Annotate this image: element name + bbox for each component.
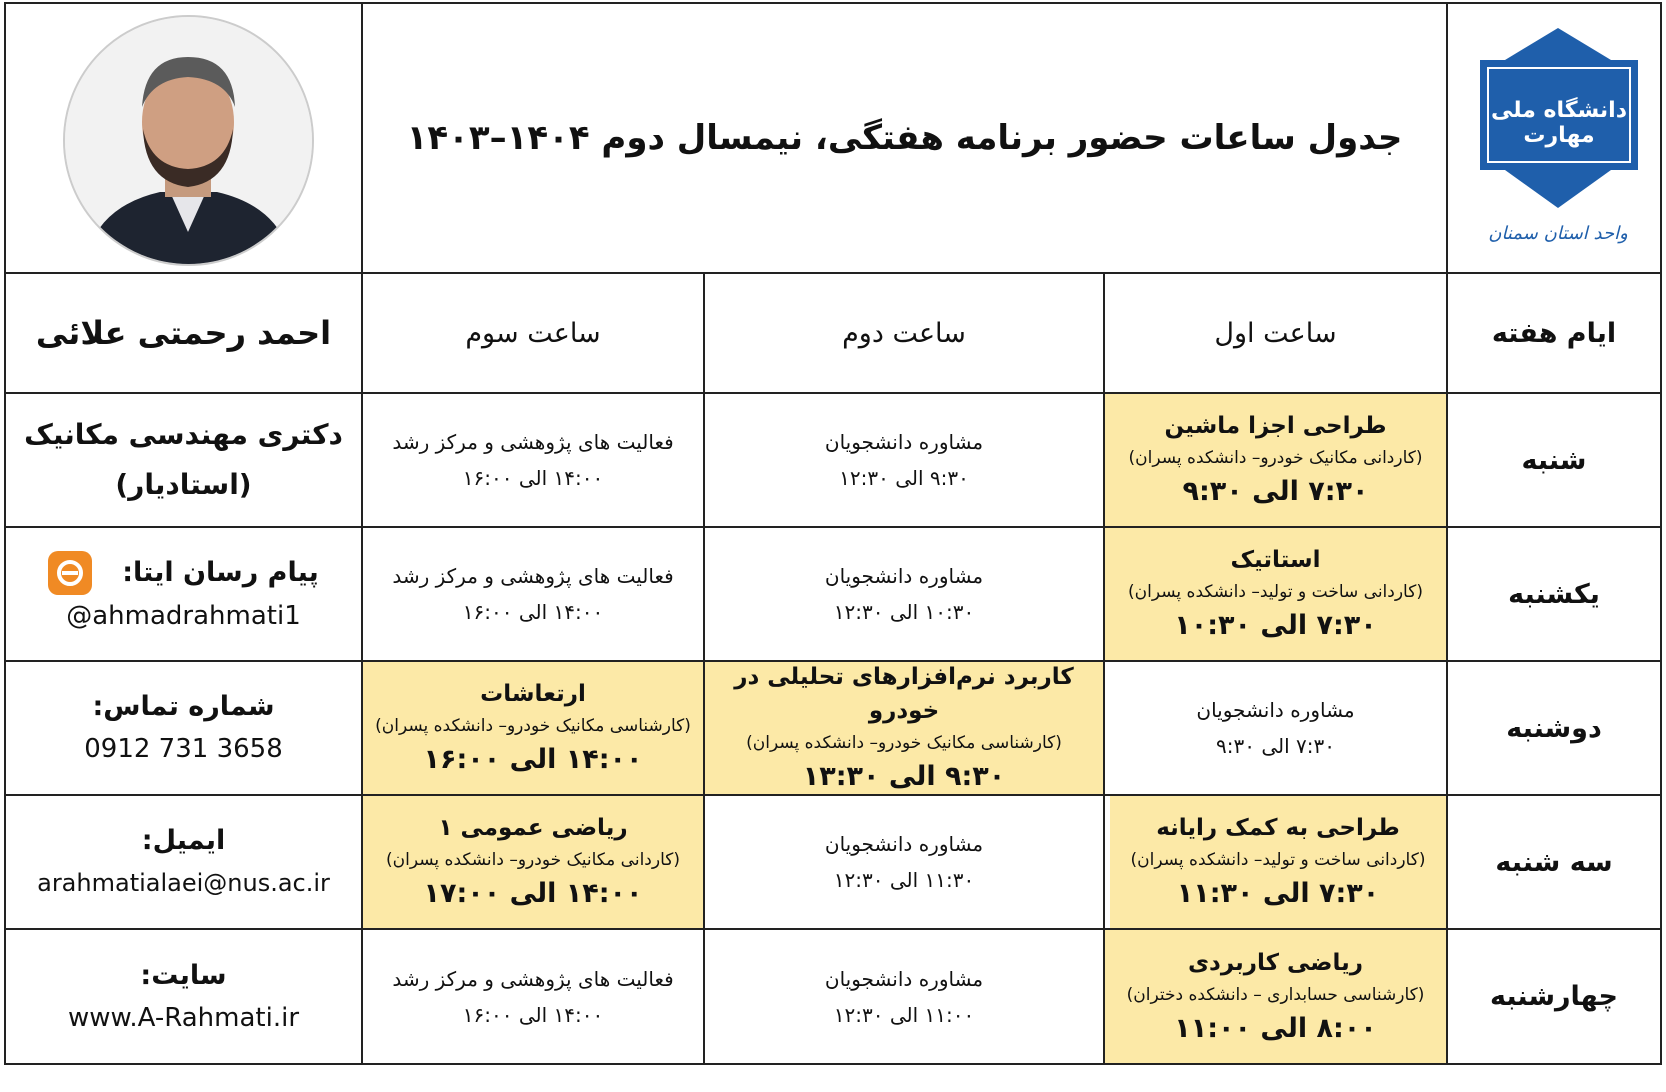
profile-name: احمد رحمتی علائی [35, 314, 332, 352]
degree-line: دکتری مهندسی مکانیک [24, 418, 343, 451]
course-title: ریاضی عمومی ۱ [438, 815, 628, 841]
col-header-days-label: ایام هفته [1491, 317, 1617, 349]
day-cell [1448, 662, 1660, 794]
slot-time: ۱۱:۳۰ الی ۱۲:۳۰ [833, 868, 975, 892]
slot-time: ۱۰:۳۰ الی ۱۲:۳۰ [833, 600, 975, 624]
col-header-second [705, 274, 1103, 392]
email-address[interactable]: arahmatialaei@nus.ac.ir [37, 869, 330, 897]
day-cell [1448, 394, 1660, 526]
site-cell [6, 930, 361, 1063]
university-logo [1470, 18, 1646, 258]
slot-text: مشاوره دانشجویان [824, 966, 984, 991]
profile-photo [63, 15, 314, 266]
course-program: (کارشناسی مکانیک خودرو– دانشکده پسران) [375, 716, 691, 736]
slot-time: ۹:۳۰ الی ۱۲:۳۰ [839, 466, 969, 490]
slot-text: فعالیت های پژوهشی و مرکز رشد [392, 430, 674, 454]
course-time: ۷:۳۰ الی ۱۰:۳۰ [1174, 610, 1377, 641]
col-header-third-label: ساعت سوم [465, 317, 601, 349]
slot-time: ۱۴:۰۰ الی ۱۶:۰۰ [462, 466, 604, 490]
course-time: ۱۴:۰۰ الی ۱۷:۰۰ [423, 878, 643, 909]
eitaa-icon [48, 551, 92, 595]
eitaa-id[interactable]: @ahmadrahmati1 [66, 601, 301, 631]
eitaa-label: پیام رسان ایتا: [122, 557, 319, 588]
day-cell [1448, 528, 1660, 660]
logo-subtext: واحد استان سمنان [1488, 223, 1628, 244]
course-title: طراحی اجزا ماشین [1164, 413, 1387, 439]
site-link[interactable]: www.A-Rahmati.ir [67, 1002, 300, 1033]
slot-cell [1105, 662, 1446, 794]
col-header-second-label: ساعت دوم [842, 317, 966, 349]
phone-label: شماره تماس: [92, 691, 275, 722]
day-label: شنبه [1521, 444, 1587, 476]
slot-time: ۷:۳۰ الی ۹:۳۰ [1216, 734, 1335, 758]
course-program: (کارشناسی مکانیک خودرو– دانشکده پسران) [746, 733, 1062, 753]
slot-text: فعالیت های پژوهشی و مرکز رشد [392, 966, 674, 991]
slot-text: مشاوره دانشجویان [1196, 698, 1355, 722]
course-time: ۷:۳۰ الی ۱۱:۳۰ [1176, 878, 1380, 909]
day-label: دوشنبه [1506, 712, 1602, 744]
course-title: کاربرد نرم‌افزارهای تحلیلی در خودرو [734, 664, 1074, 724]
slot-cell [363, 394, 703, 526]
slot-time: ۱۴:۰۰ الی ۱۶:۰۰ [462, 600, 604, 624]
phone-cell [6, 662, 361, 794]
phone-number[interactable]: 0912 731 3658 [84, 734, 283, 764]
site-label: سایت: [140, 959, 227, 991]
course-program: (کارشناسی حسابداری – دانشکده دختران) [1126, 984, 1425, 1005]
col-header-first-label: ساعت اول [1214, 317, 1337, 349]
logo-text: دانشگاه ملی مهارت [1490, 98, 1628, 148]
slot-cell [363, 528, 703, 660]
page-title: جدول ساعات حضور برنامه هفتگی، نیمسال دوم ۱۴۰۴–۱۴۰۳ [406, 118, 1403, 158]
slot-cell [1110, 796, 1446, 928]
title-cell [363, 4, 1446, 272]
eitaa-cell [6, 528, 361, 660]
col-header-third [363, 274, 703, 392]
course-title: ارتعاشات [480, 681, 586, 707]
slot-cell [1105, 528, 1446, 660]
col-header-first [1105, 274, 1446, 392]
slot-cell [363, 796, 703, 928]
slot-time: ۱۴:۰۰ الی ۱۶:۰۰ [462, 1002, 604, 1027]
slot-text: مشاوره دانشجویان [824, 430, 984, 454]
day-label: سه شنبه [1495, 846, 1613, 878]
slot-cell [705, 796, 1103, 928]
course-time: ۷:۳۰ الی ۹:۳۰ [1182, 476, 1369, 507]
academic-rank: (استادیار) [115, 468, 252, 501]
course-time: ۸:۰۰ الی ۱۱:۰۰ [1174, 1012, 1377, 1044]
course-program: (کاردانی ساخت و تولید– دانشکده پسران) [1130, 850, 1426, 870]
slot-cell [705, 394, 1103, 526]
course-title: استاتیک [1230, 547, 1321, 573]
slot-cell [705, 662, 1103, 794]
slot-time: ۱۱:۰۰ الی ۱۲:۳۰ [833, 1002, 975, 1027]
slot-cell [363, 662, 703, 794]
course-program: (کاردانی ساخت و تولید– دانشکده پسران) [1128, 582, 1423, 602]
profile-name-cell [6, 274, 361, 392]
slot-cell [1105, 394, 1446, 526]
day-label: یکشنبه [1508, 578, 1600, 610]
slot-cell [705, 930, 1103, 1063]
email-cell [6, 796, 361, 928]
col-header-days [1448, 274, 1660, 392]
slot-text: مشاوره دانشجویان [824, 564, 984, 588]
course-program: (کاردانی مکانیک خودرو– دانشکده پسران) [386, 850, 680, 870]
day-cell [1448, 930, 1660, 1063]
slot-cell [1105, 930, 1446, 1063]
slot-text: فعالیت های پژوهشی و مرکز رشد [392, 564, 674, 588]
course-time: ۹:۳۰ الی ۱۳:۳۰ [802, 761, 1006, 792]
course-time: ۱۴:۰۰ الی ۱۶:۰۰ [423, 744, 643, 775]
course-program: (کاردانی مکانیک خودرو– دانشکده پسران) [1128, 448, 1423, 468]
degree-cell [6, 394, 361, 526]
course-title: ریاضی کاربردی [1187, 949, 1364, 976]
email-label: ایمیل: [141, 825, 226, 856]
slot-text: مشاوره دانشجویان [824, 832, 984, 856]
day-label: چهارشنبه [1490, 981, 1618, 1012]
slot-cell [705, 528, 1103, 660]
course-title: طراحی به کمک رایانه [1156, 815, 1400, 841]
slot-cell [363, 930, 703, 1063]
day-cell [1448, 796, 1660, 928]
